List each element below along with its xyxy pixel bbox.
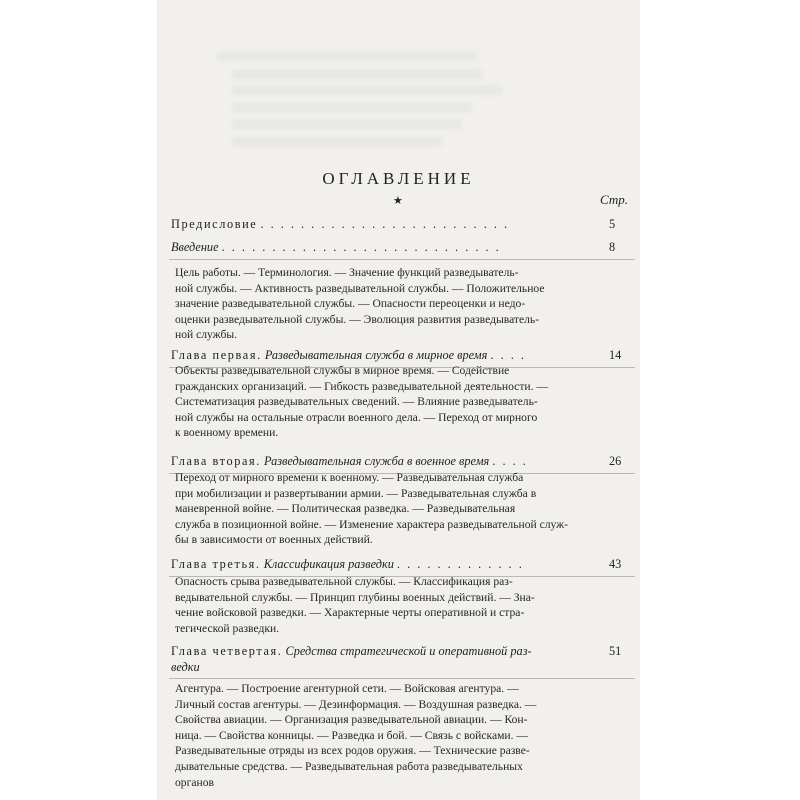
entry-label: Глава вторая. <box>171 454 261 468</box>
entry-description: Опасность срыва разведывательной службы. — Классификация раз- ведывательной службы. — Принцип глубины военных действий. — Зна- чение войсковой разведки. — Характерные черты оперативной и стра- тегической разведки. <box>175 575 535 635</box>
entry-description: Объекты разведывательной службы в мирное время. — Содействие гражданских организаций. — Гибкость разведывательной деятельности. — Систематизация разведывательных сведений. — Влияние разведыватель- ной службы на остальные отрасли военного дела. — Переход от мирного к военному времени. <box>175 364 548 440</box>
page-number: 5 <box>609 217 616 231</box>
book-page <box>157 0 640 800</box>
toc-entry-chapter-4-continued <box>171 660 611 678</box>
entry-title: Разведывательная служба в военное время <box>264 454 490 468</box>
bleed-through-text <box>232 103 472 112</box>
leader-dots: . . . . . . . . . . . . . <box>396 557 524 571</box>
page-number: 14 <box>609 348 622 362</box>
entry-title-continued: ведки <box>171 660 200 674</box>
entry-description: Агентура. — Построение агентурной сети. — Войсковая агентура. — Личный состав агентуры. — Дезинформация. — Воздушная разведка. — Свойства авиации. — Организация разведывательной авиации. — Кон- ница. — Свойства конницы. — Разведка и бой. — Связь с войсками. — Разведывательные отряды из всех родов оружия. — Технические разве- дывательные средства. — Разведывательная работа разведывательных органов <box>175 682 537 789</box>
page-number: 26 <box>609 454 622 468</box>
entry-label: Введение <box>171 240 219 254</box>
entry-title: Классификация разведки <box>263 557 394 571</box>
entry-label: Глава четвертая. <box>171 644 283 658</box>
toc-entry-chapter-3[interactable] <box>171 557 611 575</box>
toc-entry-introduction[interactable] <box>171 240 611 258</box>
leader-dots: . . . . <box>490 348 526 362</box>
leader-dots: . . . . . . . . . . . . . . . . . . . . . . . . . . . . <box>221 240 501 254</box>
entry-description: Переход от мирного времени к военному. — Разведывательная служба при мобилизации и развертывании армии. — Разведывательная служба в маневренной войне. — Политическая разведка. — Разведывательная служба в позиционной войне. — Изменение характера разведывательной служ- бы в зависимости от военных действий. <box>175 471 569 547</box>
entry-title: Разведывательная служба в мирное время <box>264 348 488 362</box>
page-number: 43 <box>609 557 622 571</box>
star-icon: ★ <box>393 195 403 207</box>
page-number: 8 <box>609 240 616 254</box>
page-column-header: Стр. <box>600 192 628 207</box>
entry-title: Средства стратегической и оперативной раз- <box>285 644 532 658</box>
page-number: 51 <box>609 644 622 658</box>
entry-label: Предисловие <box>171 217 258 231</box>
divider <box>169 259 635 260</box>
toc-title: ОГЛАВЛЕНИЕ <box>322 169 475 188</box>
bleed-through-text <box>217 52 477 61</box>
bleed-through-text <box>232 137 442 146</box>
divider <box>169 678 635 679</box>
entry-description: Цель работы. — Терминология. — Значение функций разведыватель- ной службы. — Активность разведывательной службы. — Положительное значение разведывательной службы. — Опасности переоценки и недо- оценки разведывательной службы. — Эволюция развития разведыватель- ной службы. <box>175 266 545 342</box>
bleed-through-text <box>232 86 502 95</box>
bleed-through-text <box>232 120 462 129</box>
toc-entry-preface[interactable] <box>171 217 611 235</box>
bleed-through-text <box>232 70 482 79</box>
leader-dots: . . . . . . . . . . . . . . . . . . . . . . . . . <box>260 217 510 231</box>
entry-label: Глава первая. <box>171 348 262 362</box>
leader-dots: . . . . <box>492 454 528 468</box>
entry-label: Глава третья. <box>171 557 261 571</box>
